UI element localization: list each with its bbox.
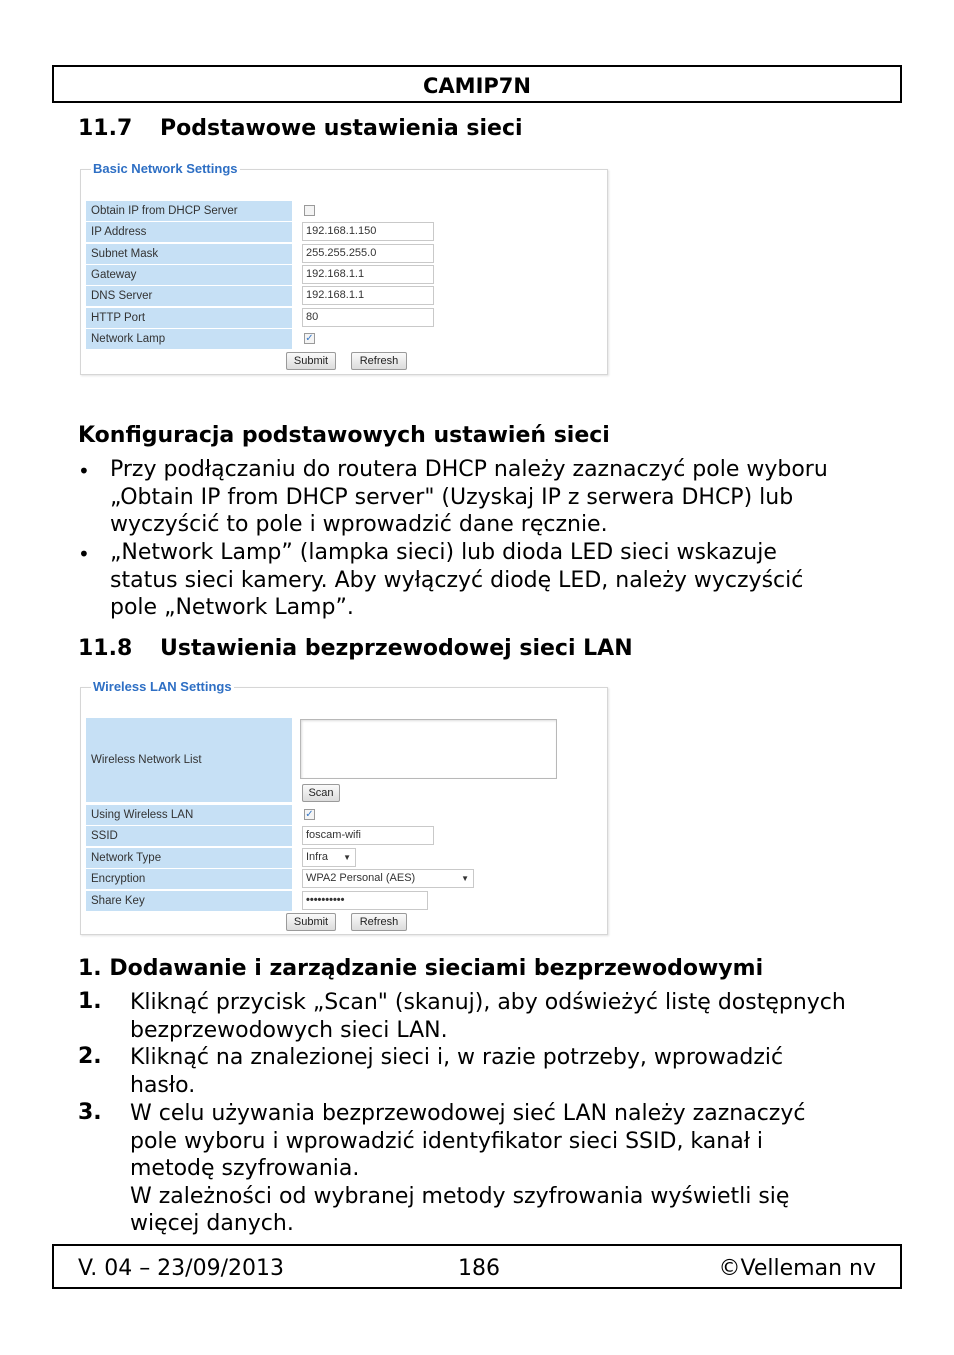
wireless-lan-settings-panel: [80, 679, 608, 935]
row-share-key: [86, 891, 604, 911]
row-subnet-mask: [86, 244, 604, 264]
row-encryption: [86, 869, 604, 889]
gateway-field[interactable]: 192.168.1.1: [302, 265, 434, 284]
step-number: 3.: [78, 1100, 102, 1125]
step-text-2: [130, 1044, 783, 1099]
text-line: Kliknąć przycisk „Scan" (skanuj), aby odświeżyć listę dostępnych: [130, 990, 846, 1015]
row-label: Subnet Mask: [86, 244, 292, 264]
row-label: HTTP Port: [86, 308, 292, 328]
row-label: Gateway: [86, 265, 292, 285]
select-value: Infra: [306, 851, 329, 863]
row-label: Encryption: [86, 869, 292, 889]
row-network-lamp: [86, 329, 604, 349]
step-text-3: [130, 1100, 805, 1238]
row-label: SSID: [86, 826, 292, 846]
text-line: W celu używania bezprzewodowej sieć LAN należy zaznaczyć: [130, 1101, 806, 1126]
row-wireless-network-list: [86, 718, 604, 802]
version-date: V. 04 – 23/09/2013: [78, 1256, 284, 1281]
network-type-select[interactable]: [302, 848, 356, 867]
ip-address-field[interactable]: 192.168.1.150: [302, 222, 434, 241]
text-line: metodę szyfrowania.: [130, 1156, 360, 1182]
wireless-subsection-heading: 1. Dodawanie i zarządzanie sieciami bezprzewodowymi: [78, 956, 764, 981]
text-line: „Network Lamp” (lampka sieci) lub dioda LED sieci wskazuje: [110, 540, 777, 565]
text-line: wyczyścić to pole i wprowadzić dane ręcznie.: [110, 512, 608, 538]
step-number: 1.: [78, 989, 102, 1014]
refresh-button[interactable]: Refresh: [351, 913, 407, 931]
panel-title: Wireless LAN Settings: [93, 679, 232, 694]
section-number: 11.8: [78, 636, 133, 661]
row-ssid: [86, 826, 604, 846]
page-number: 186: [458, 1256, 500, 1281]
http-port-field[interactable]: 80: [302, 308, 434, 327]
step-text-1: [130, 989, 846, 1044]
basic-network-settings-panel: [80, 161, 608, 375]
section-heading-11-7: [78, 116, 523, 141]
copyright: ©Velleman nv: [718, 1256, 876, 1281]
section-number: 11.7: [78, 116, 133, 141]
row-dns-server: [86, 286, 604, 306]
row-label: IP Address: [86, 222, 292, 242]
bullet-text-2: [110, 539, 803, 622]
bullet-symbol: •: [78, 542, 90, 566]
share-key-field[interactable]: ••••••••••: [302, 891, 428, 910]
refresh-button[interactable]: Refresh: [351, 352, 407, 370]
row-label: Using Wireless LAN: [86, 805, 292, 825]
encryption-select[interactable]: [302, 869, 474, 888]
bullet-text-1: [110, 456, 828, 539]
text-line: więcej danych.: [130, 1211, 294, 1237]
text-line: W zależności od wybranej metody szyfrowania wyświetli się: [130, 1183, 790, 1209]
text-line: Przy podłączaniu do routera DHCP należy zaznaczyć pole wyboru: [110, 457, 828, 482]
ssid-field[interactable]: foscam-wifi: [302, 826, 434, 845]
row-label: Share Key: [86, 891, 292, 911]
section-heading-11-8: [78, 636, 633, 661]
text-line: hasło.: [130, 1072, 196, 1098]
scan-button[interactable]: Scan: [302, 784, 340, 802]
dhcp-checkbox[interactable]: [304, 205, 315, 216]
row-label: Obtain IP from DHCP Server: [86, 201, 292, 221]
text-line: status sieci kamery. Aby wyłączyć diodę LED, należy wyczyścić: [110, 567, 804, 593]
page-footer: [52, 1244, 902, 1289]
wireless-network-listbox[interactable]: [300, 719, 557, 779]
row-label: DNS Server: [86, 286, 292, 306]
text-line: Kliknąć na znalezionej sieci i, w razie potrzeby, wprowadzić: [130, 1045, 784, 1070]
text-line: pole wyboru i wprowadzić identyfikator sieci SSID, kanał i: [130, 1128, 764, 1154]
row-using-wireless: [86, 805, 604, 825]
row-label: Network Lamp: [86, 329, 292, 349]
step-number: 2.: [78, 1044, 102, 1069]
submit-button[interactable]: Submit: [286, 913, 336, 931]
row-network-type: [86, 848, 604, 868]
select-value: WPA2 Personal (AES): [306, 872, 416, 884]
row-dhcp: [86, 201, 604, 221]
panel-title: Basic Network Settings: [93, 161, 238, 176]
page-header: [52, 65, 902, 103]
row-http-port: [86, 308, 604, 328]
row-label: Network Type: [86, 848, 292, 868]
config-heading: Konfiguracja podstawowych ustawień sieci: [78, 423, 610, 448]
bullet-symbol: •: [78, 459, 90, 483]
subnet-mask-field[interactable]: 255.255.255.0: [302, 244, 434, 263]
text-line: „Obtain IP from DHCP server" (Uzyskaj IP z serwera DHCP) lub: [110, 484, 794, 510]
text-line: pole „Network Lamp”.: [110, 595, 354, 621]
section-title: Ustawienia bezprzewodowej sieci LAN: [160, 636, 633, 661]
network-lamp-checkbox[interactable]: ✓: [305, 333, 314, 344]
using-wireless-checkbox[interactable]: ✓: [305, 809, 314, 820]
section-title: Podstawowe ustawienia sieci: [160, 116, 523, 141]
text-line: bezprzewodowych sieci LAN.: [130, 1017, 448, 1043]
dropdown-arrow-icon: ▼: [343, 853, 351, 862]
row-gateway: [86, 265, 604, 285]
dns-server-field[interactable]: 192.168.1.1: [302, 286, 434, 305]
model-name: CAMIP7N: [423, 74, 531, 98]
row-ip-address: [86, 222, 604, 242]
dropdown-arrow-icon: ▼: [461, 874, 469, 883]
submit-button[interactable]: Submit: [286, 352, 336, 370]
row-label: Wireless Network List: [86, 718, 292, 802]
